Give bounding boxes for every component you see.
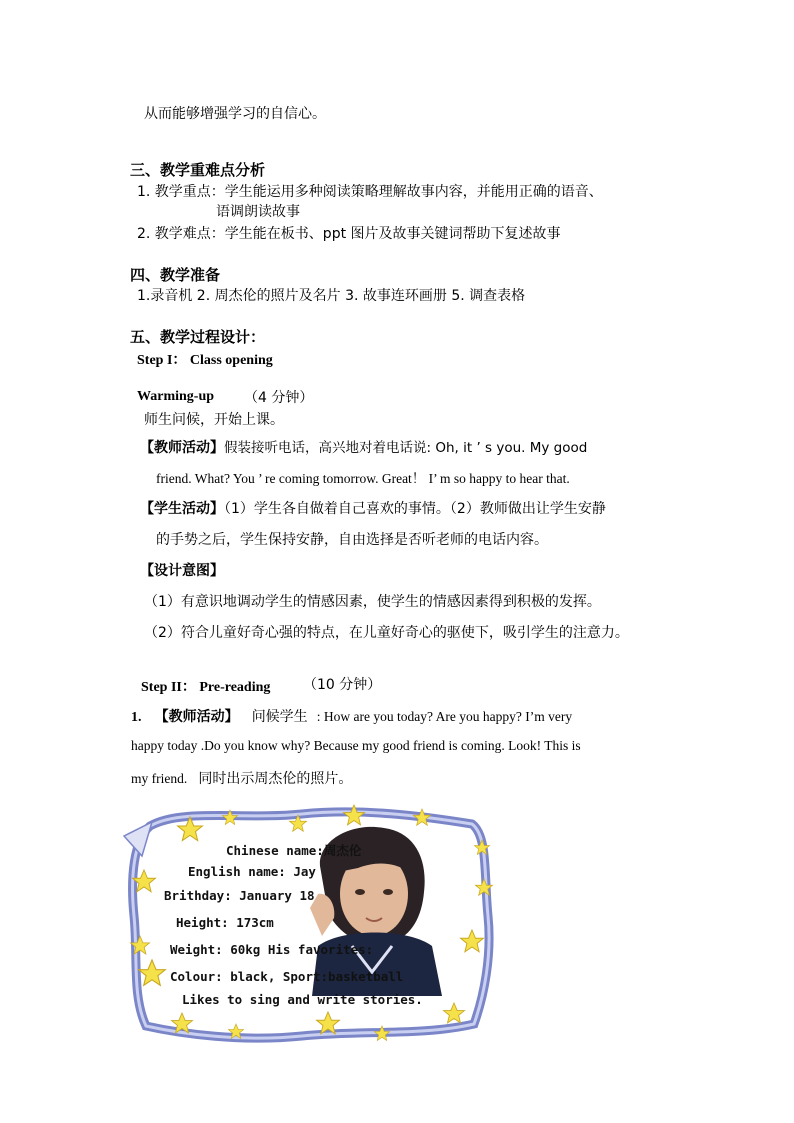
section5-heading: 五、教学过程设计： — [130, 328, 266, 346]
card-colour: Colour: black, Sport:basketball — [170, 969, 404, 984]
step2-teacher-label: 【教师活动】 — [154, 709, 239, 725]
teacher-activity-text1: 假装接听电话，高兴地对着电话说: Oh, it ’ s you. My good — [224, 440, 588, 456]
warmup-time: （4 分钟） — [244, 390, 314, 406]
step2-line3-en: my friend. — [131, 771, 188, 786]
card-english-name: English name: Jay — [188, 864, 316, 879]
design-intent-1: （1）有意识地调动学生的情感因素，使学生的情感因素得到积极的发挥。 — [144, 594, 601, 610]
step2-line3-cn: 同时出示周杰伦的照片。 — [198, 771, 353, 787]
card-weight: Weight: 60kg His favorites: — [170, 942, 374, 957]
intro-text: 从而能够增强学习的自信心。 — [144, 106, 326, 122]
teacher-activity-label: 【教师活动】 — [140, 440, 224, 456]
student-activity-line1 — [140, 498, 606, 518]
warmup-label: Warming-up — [137, 389, 215, 404]
teacher-activity-line2: friend. What? You ’ re coming tomorrow. Great！ I’ m so happy to hear that. — [156, 471, 570, 486]
step2-greet-cn: 问候学生 — [251, 709, 308, 725]
section3-item2: 2. 教学难点：学生能在板书、ppt 图片及故事关键词帮助下复述故事 — [137, 226, 561, 242]
design-intent-2: （2）符合儿童好奇心强的特点，在儿童好奇心的驱使下，吸引学生的注意力。 — [144, 625, 629, 641]
step2-item-number: 1. — [131, 710, 142, 725]
section3-heading: 三、教学重难点分析 — [130, 161, 266, 179]
design-intent-label: 【设计意图】 — [140, 563, 224, 579]
section3-item1-cont: 语调朗读故事 — [216, 204, 300, 220]
step1-title: Step I： Class opening — [137, 353, 273, 368]
step2-line3 — [131, 768, 352, 788]
student-activity-text1: （1）学生各自做着自己喜欢的事情。（2）教师做出让学生安静 — [224, 501, 606, 517]
step2-title: Step II： Pre-reading — [141, 680, 271, 695]
student-activity-line2: 的手势之后，学生保持安静，自由选择是否听老师的电话内容。 — [156, 532, 548, 548]
card-height: Height: 173cm — [176, 915, 274, 930]
card-chinese-name: Chinese name:周杰伦 — [226, 843, 362, 858]
student-activity-label: 【学生活动】 — [140, 501, 224, 517]
step2-time: （10 分钟） — [303, 677, 382, 693]
step2-line1-en: : How are you today? Are you happy? I’m very — [316, 709, 573, 724]
step2-line2: happy today .Do you know why? Because my good friend is coming. Look! This is — [131, 738, 581, 753]
card-likes: Likes to sing and write stories. — [182, 992, 423, 1007]
section3-item1: 1. 教学重点：学生能运用多种阅读策略理解故事内容，并能用正确的语音、 — [137, 184, 603, 200]
section4-items: 1.录音机 2. 周杰伦的照片及名片 3. 故事连环画册 5. 调查表格 — [137, 288, 526, 304]
step2-line1 — [131, 706, 572, 726]
card-birthday: Brithday: January 18 — [164, 888, 315, 903]
section4-heading: 四、教学准备 — [130, 266, 221, 284]
greeting-text: 师生问候，开始上课。 — [144, 412, 284, 428]
teacher-activity-line1 — [140, 436, 674, 457]
jay-info-card — [122, 796, 496, 1048]
